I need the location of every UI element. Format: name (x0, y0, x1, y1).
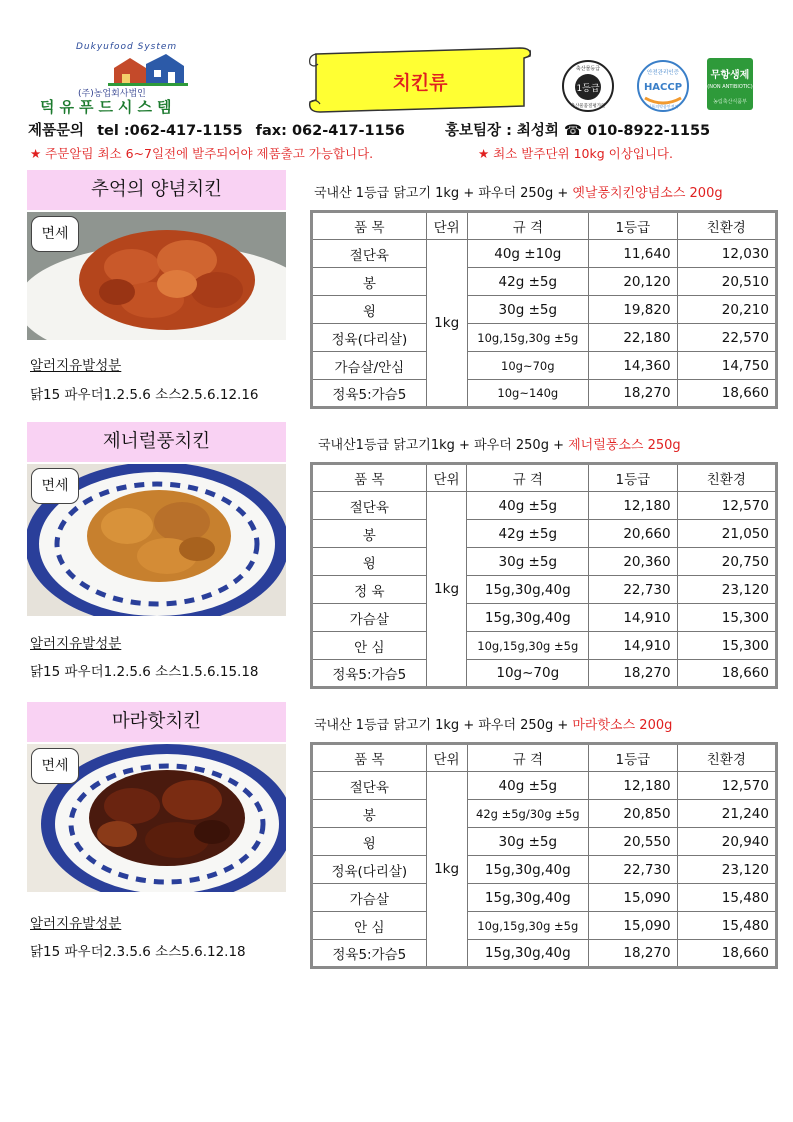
eco-price-cell: 15,300 (677, 604, 776, 632)
table-row (312, 324, 777, 352)
item-cell: 정육5:가슴5 (312, 660, 427, 688)
product-title: 추억의 양념치킨 (27, 170, 286, 210)
price-table (310, 462, 778, 689)
product-description (314, 182, 723, 201)
eco-price-cell: 12,030 (677, 240, 776, 268)
eco-price-cell: 20,940 (677, 828, 776, 856)
description-sauce: 마라핫소스 200g (572, 718, 673, 733)
eco-price-cell: 18,660 (677, 940, 776, 968)
item-cell: 안 심 (312, 632, 427, 660)
grade1-price-cell: 18,270 (589, 380, 678, 408)
company-logo (36, 42, 236, 114)
price-table (310, 742, 778, 969)
grade1-price-cell: 22,730 (589, 576, 678, 604)
unit-cell: 1kg (426, 240, 467, 408)
eco-price-cell: 18,660 (677, 380, 776, 408)
eco-price-cell: 20,210 (677, 296, 776, 324)
grade1-price-cell: 14,910 (589, 632, 678, 660)
header-unit: 단위 (426, 212, 467, 240)
allergy-title: 알러지유발성분 (30, 358, 122, 374)
description-sauce: 제너럴풍소스 250g (568, 438, 681, 453)
item-cell: 윙 (312, 296, 427, 324)
spec-cell: 30g ±5g (467, 296, 588, 324)
item-cell: 가슴살 (312, 884, 427, 912)
item-cell: 윙 (312, 828, 427, 856)
table-row (312, 604, 777, 632)
grade1-price-cell: 20,120 (589, 268, 678, 296)
logo-subtitle: (주)농업회사법인 (78, 89, 146, 99)
table-row (312, 268, 777, 296)
tax-exempt-badge: 면세 (31, 216, 79, 252)
order-notice: ★ 주문알림 최소 6~7일전에 발주되어야 제품출고 가능합니다. (30, 146, 374, 161)
spec-cell: 30g ±5g (467, 548, 589, 576)
eco-price-cell: 14,750 (677, 352, 776, 380)
eco-price-cell: 20,510 (677, 268, 776, 296)
table-row (312, 912, 777, 940)
grade1-price-cell: 14,910 (589, 604, 678, 632)
product-title: 제너럴풍치킨 (27, 422, 286, 462)
table-row (312, 940, 777, 968)
grade1-price-cell: 11,640 (589, 240, 678, 268)
eco-price-cell: 15,480 (677, 884, 776, 912)
grade1-price-cell: 18,270 (589, 940, 678, 968)
grade1-price-cell: 14,360 (589, 352, 678, 380)
description-text: 국내산 1등급 닭고기 1kg + 파우더 250g + (314, 718, 573, 733)
spec-cell: 42g ±5g (467, 520, 589, 548)
item-cell: 가슴살 (312, 604, 427, 632)
allergy-detail: 닭15 파우더2.3.5.6 소스5.6.12.18 (30, 944, 246, 960)
spec-cell: 42g ±5g/30g ±5g (467, 800, 589, 828)
cert1-top: 축산물등급 (575, 66, 601, 72)
item-cell: 봉 (312, 268, 427, 296)
product-photo (27, 212, 286, 340)
table-row (312, 632, 777, 660)
eco-price-cell: 21,050 (677, 520, 776, 548)
spec-cell: 40g ±5g (467, 772, 589, 800)
cert2-center: HACCP (643, 82, 683, 93)
price-table (310, 210, 778, 409)
table-row (312, 772, 777, 800)
item-cell: 가슴살/안심 (312, 352, 427, 380)
cert3-title: 무항생제 (710, 70, 750, 81)
item-cell: 정육5:가슴5 (312, 940, 427, 968)
grade1-price-cell: 12,180 (589, 492, 678, 520)
cert3-english: (NON ANTIBIOTIC) (707, 84, 753, 90)
grade1-price-cell: 19,820 (589, 296, 678, 324)
header-eco: 친환경 (677, 464, 776, 492)
item-cell: 절단육 (312, 492, 427, 520)
spec-cell: 10g~70g (467, 352, 588, 380)
header-grade1: 1등급 (589, 464, 678, 492)
grade1-price-cell: 12,180 (589, 772, 678, 800)
item-cell: 정육5:가슴5 (312, 380, 427, 408)
tax-exempt-badge: 면세 (31, 468, 79, 504)
eco-price-cell: 23,120 (677, 856, 776, 884)
grade-1-certification-icon (562, 60, 614, 112)
header-spec: 규 격 (467, 212, 588, 240)
product-photo (27, 744, 286, 892)
product-photo (27, 464, 286, 616)
product-description (318, 434, 681, 453)
manager-contact: 홍보팀장 : 최성희 ☎ 010-8922-1155 (445, 123, 711, 139)
spec-cell: 15g,30g,40g (467, 576, 589, 604)
house-logo-icon (108, 54, 188, 86)
header-spec: 규 격 (467, 464, 589, 492)
contact-tel: tel :062-417-1155 (97, 123, 243, 139)
item-cell: 봉 (312, 520, 427, 548)
unit-cell: 1kg (426, 492, 467, 688)
contact-fax: fax: 062-417-1156 (255, 123, 405, 139)
grade1-price-cell: 20,660 (589, 520, 678, 548)
antibiotic-free-certification-icon (707, 58, 753, 110)
category-title: 치킨류 (392, 72, 448, 94)
eco-price-cell: 15,480 (677, 912, 776, 940)
spec-cell: 42g ±5g (467, 268, 588, 296)
table-row (312, 660, 777, 688)
table-row (312, 884, 777, 912)
eco-price-cell: 12,570 (677, 772, 776, 800)
cert3-bottom: 농림축산식품부 (713, 99, 747, 105)
table-header-row (312, 212, 777, 240)
eco-price-cell: 22,570 (677, 324, 776, 352)
item-cell: 정육(다리살) (312, 324, 427, 352)
haccp-certification-icon (637, 60, 689, 112)
spec-cell: 15g,30g,40g (467, 940, 589, 968)
header-spec: 규 격 (467, 744, 589, 772)
cert1-center: 1등급 (576, 84, 600, 94)
table-row (312, 800, 777, 828)
table-row (312, 492, 777, 520)
category-banner (306, 44, 534, 114)
table-row (312, 380, 777, 408)
item-cell: 봉 (312, 800, 427, 828)
minimum-order-notice: ★ 최소 발주단위 10kg 이상입니다. (478, 146, 673, 161)
description-sauce: 옛날풍치킨양념소스 200g (572, 186, 723, 201)
contact-label: 제품문의 (28, 123, 85, 139)
header-eco: 친환경 (677, 744, 776, 772)
spec-cell: 30g ±5g (467, 828, 589, 856)
table-row (312, 352, 777, 380)
spec-cell: 15g,30g,40g (467, 604, 589, 632)
product-title: 마라핫치킨 (27, 702, 286, 742)
product-section-yangnyeom (0, 170, 793, 430)
item-cell: 안 심 (312, 912, 427, 940)
allergy-detail: 닭15 파우더1.2.5.6 소스2.5.6.12.16 (30, 387, 259, 403)
grade1-price-cell: 22,180 (589, 324, 678, 352)
spec-cell: 10g~140g (467, 380, 588, 408)
description-text: 국내산1등급 닭고기1kg + 파우더 250g + (318, 438, 569, 453)
spec-cell: 10g,15g,30g ±5g (467, 912, 589, 940)
table-row (312, 520, 777, 548)
table-row (312, 240, 777, 268)
item-cell: 절단육 (312, 240, 427, 268)
spec-cell: 10g,15g,30g ±5g (467, 632, 589, 660)
unit-cell: 1kg (426, 772, 467, 968)
header-grade1: 1등급 (589, 744, 678, 772)
item-cell: 정육(다리살) (312, 856, 427, 884)
grade1-price-cell: 20,360 (589, 548, 678, 576)
cert1-bottom: 축산물품질평가원 (570, 104, 606, 109)
grade1-price-cell: 15,090 (589, 912, 678, 940)
eco-price-cell: 20,750 (677, 548, 776, 576)
grade1-price-cell: 22,730 (589, 856, 678, 884)
header-unit: 단위 (426, 744, 467, 772)
eco-price-cell: 23,120 (677, 576, 776, 604)
item-cell: 윙 (312, 548, 427, 576)
spec-cell: 15g,30g,40g (467, 884, 589, 912)
spec-cell: 10g~70g (467, 660, 589, 688)
table-row (312, 576, 777, 604)
eco-price-cell: 18,660 (677, 660, 776, 688)
grade1-price-cell: 20,850 (589, 800, 678, 828)
header-unit: 단위 (426, 464, 467, 492)
table-row (312, 856, 777, 884)
allergy-title: 알러지유발성분 (30, 916, 122, 932)
cert2-top: 안전관리인증 (647, 70, 679, 76)
header-grade1: 1등급 (589, 212, 678, 240)
header-item: 품 목 (312, 464, 427, 492)
logo-arc-text: Dukyufood System (76, 42, 178, 52)
product-description (314, 714, 672, 733)
product-section-mala (0, 702, 793, 962)
eco-price-cell: 15,300 (677, 632, 776, 660)
product-section-general (0, 422, 793, 682)
spec-cell: 40g ±10g (467, 240, 588, 268)
spec-cell: 15g,30g,40g (467, 856, 589, 884)
table-row (312, 296, 777, 324)
header-item: 품 목 (312, 212, 427, 240)
allergy-detail: 닭15 파우더1.2.5.6 소스1.5.6.15.18 (30, 664, 259, 680)
tax-exempt-badge: 면세 (31, 748, 79, 784)
logo-company-name: 덕유푸드시스템 (40, 98, 177, 116)
table-header-row (312, 744, 777, 772)
eco-price-cell: 12,570 (677, 492, 776, 520)
spec-cell: 40g ±5g (467, 492, 589, 520)
grade1-price-cell: 18,270 (589, 660, 678, 688)
eco-price-cell: 21,240 (677, 800, 776, 828)
grade1-price-cell: 20,550 (589, 828, 678, 856)
grade1-price-cell: 15,090 (589, 884, 678, 912)
item-cell: 정 육 (312, 576, 427, 604)
table-row (312, 548, 777, 576)
contact-line (28, 119, 413, 140)
spec-cell: 10g,15g,30g ±5g (467, 324, 588, 352)
header-item: 품 목 (312, 744, 427, 772)
table-header-row (312, 464, 777, 492)
header-eco: 친환경 (677, 212, 776, 240)
cert2-bottom: 식품의약품안전처 (647, 104, 679, 109)
table-row (312, 828, 777, 856)
allergy-title: 알러지유발성분 (30, 636, 122, 652)
description-text: 국내산 1등급 닭고기 1kg + 파우더 250g + (314, 186, 573, 201)
item-cell: 절단육 (312, 772, 427, 800)
